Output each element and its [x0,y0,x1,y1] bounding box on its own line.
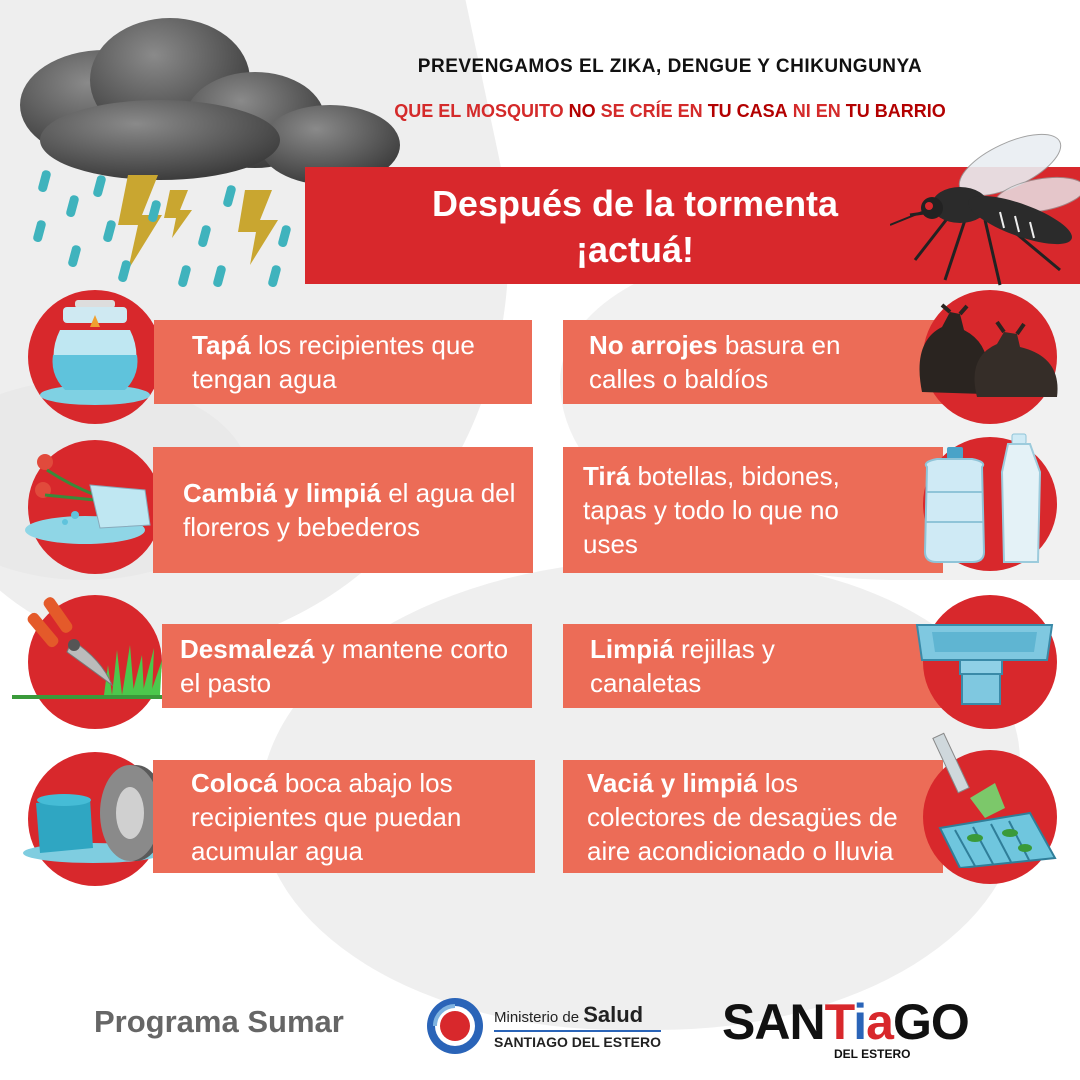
santiago-logo-subtitle: DEL ESTERO [834,1047,911,1061]
tip-item [563,320,943,404]
tip-text: No arrojes basura en calles o baldíos [589,330,841,394]
tip-text: Tirá botellas, bidones, tapas y todo lo que no uses [583,461,840,559]
mosquito-icon [890,120,1080,290]
campaign-title: PREVENGAMOS EL ZIKA, DENGUE Y CHIKUNGUNYA [417,56,923,77]
program-logo-text: Programa Sumar [94,1004,344,1039]
tip-item [162,624,532,708]
gutter-icon [912,620,1057,715]
banner-title-line1: Después de la tormenta [431,183,839,224]
garbage-bags-icon [912,302,1072,412]
tip-item [563,760,943,873]
water-jar-icon [35,295,155,415]
tip-text: Desmalezá y mantene corto el pasto [180,634,509,698]
tip-text: Limpiá rejillas y canaletas [590,634,775,698]
tip-text: Cambiá y limpiá el agua del floreros y bebederos [183,478,516,542]
tip-text: Vaciá y limpiá los colectores de desagües de aire acondicionado o lluvia [587,767,898,866]
tip-item [563,447,943,573]
tip-text: Tapá los recipientes que tengan agua [192,330,475,394]
santiago-logo: SANTiaGO DEL ESTERO [722,994,969,1061]
tip-text: Colocá boca abajo los recipientes que puedan acumular agua [191,767,462,866]
ministry-text [494,1002,661,1050]
bottles-icon [912,432,1062,572]
pruning-shears-icon [12,590,182,710]
tip-item [153,760,535,873]
campaign-subtitle: QUE EL MOSQUITO NO SE CRÍE EN TU CASA NI EN TU BARRIO [394,101,946,121]
banner-title [355,181,915,273]
tip-item [153,447,533,573]
tip-item [563,624,943,708]
banner-title-line2: ¡actuá! [575,229,695,270]
drain-grate-icon [915,728,1065,868]
ministry-seal-icon [426,997,484,1055]
tire-bucket-icon [18,758,168,868]
tip-item [154,320,532,404]
flower-vase-icon [15,450,165,560]
ministry-province: SANTIAGO DEL ESTERO [494,1030,661,1050]
ministry-name: Ministerio de Salud [494,1002,644,1027]
ministry-logo [426,997,661,1055]
